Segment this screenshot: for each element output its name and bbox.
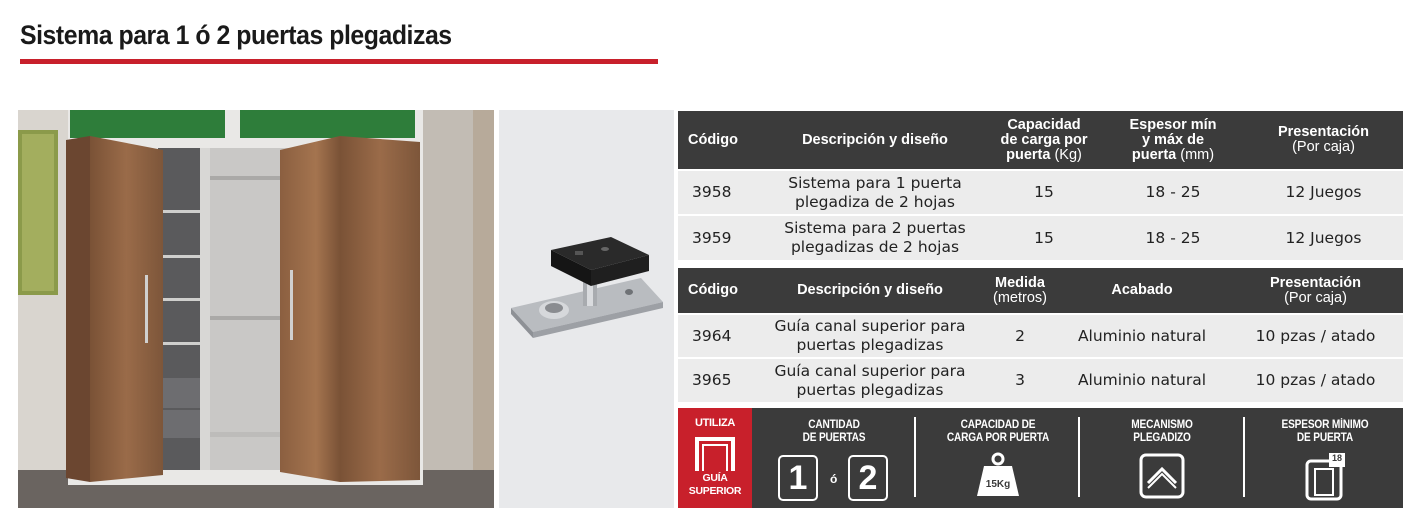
col-codigo: Código <box>678 268 756 314</box>
wardrobe-illustration <box>18 110 494 508</box>
cell-capacidad: 15 <box>986 170 1102 215</box>
divider <box>914 417 916 497</box>
wardrobe-photo <box>18 110 494 508</box>
guia-superior-icon <box>693 433 737 473</box>
espesor-value: 18 <box>1331 453 1342 463</box>
col-espesor-line1: Espesor mín <box>1129 116 1217 133</box>
cell-descripcion <box>764 215 986 260</box>
col-capacidad-line2: de carga por <box>1000 131 1088 148</box>
col-capacidad-line3b: (Kg) <box>1054 146 1082 163</box>
cell-presentacion: 12 Juegos <box>1244 170 1403 215</box>
cantidad-line2: DE PUERTAS <box>802 432 866 444</box>
capacidad-carga-cell <box>918 408 1078 508</box>
folding-mechanism-icon <box>1139 453 1185 499</box>
cell-capacidad: 15 <box>986 215 1102 260</box>
sistema-table <box>678 111 1403 260</box>
product-photo <box>499 110 674 508</box>
cell-descripcion <box>756 314 984 358</box>
guia-table <box>678 268 1403 402</box>
utiliza-guia-panel <box>678 408 752 508</box>
feature-bar <box>678 408 1403 508</box>
col-presentacion-line2: (Por caja) <box>1284 289 1347 306</box>
mecanismo-cell <box>1082 408 1242 508</box>
cell-descripcion-line2: plegadizas de 2 hojas <box>790 238 960 256</box>
cell-acabado: Aluminio natural <box>1056 314 1228 358</box>
table-header-row <box>678 268 1403 314</box>
two-doors-icon: 2 <box>848 455 888 501</box>
col-espesor-line3b: (mm) <box>1180 146 1215 163</box>
cantidad-puertas-cell <box>756 408 912 508</box>
utiliza-label: UTILIZA <box>694 417 736 429</box>
divider <box>1078 417 1080 497</box>
weight-label: 15Kg <box>985 479 1011 490</box>
mecanismo-line2: PLEGADIZO <box>1133 432 1191 444</box>
or-symbol: ó <box>830 472 838 486</box>
cell-codigo: 3965 <box>678 358 756 402</box>
col-medida-line1: Medida <box>995 274 1045 291</box>
col-capacidad-line1: Capacidad <box>1007 116 1081 133</box>
col-capacidad-line3a: puerta <box>1006 146 1051 163</box>
table-row <box>678 215 1403 260</box>
col-descripcion: Descripción y diseño <box>756 268 984 314</box>
cell-codigo: 3958 <box>678 170 764 215</box>
cell-medida: 2 <box>984 314 1056 358</box>
mecanismo-line1: MECANISMO <box>1131 419 1193 431</box>
cell-presentacion: 10 pzas / atado <box>1228 314 1403 358</box>
guia-superior-label <box>678 472 752 498</box>
cantidad-line1: CANTIDAD <box>808 419 860 431</box>
cell-descripcion <box>756 358 984 402</box>
guia-superior-line2: SUPERIOR <box>688 485 742 497</box>
capacidad-line2: CARGA POR PUERTA <box>946 432 1050 444</box>
cell-descripcion-line1: Sistema para 2 puertas <box>784 219 966 237</box>
table-row <box>678 314 1403 358</box>
cell-presentacion: 12 Juegos <box>1244 215 1403 260</box>
divider <box>1243 417 1245 497</box>
cell-descripcion-line1: Guía canal superior para <box>774 361 966 380</box>
col-capacidad <box>986 111 1102 170</box>
col-codigo: Código <box>678 111 764 170</box>
cell-descripcion <box>764 170 986 215</box>
weight-icon <box>976 452 1020 498</box>
col-acabado: Acabado <box>1056 268 1228 314</box>
col-presentacion-line1: Presentación <box>1269 274 1362 291</box>
cell-descripcion-line1: Guía canal superior para <box>774 317 966 335</box>
cell-medida: 3 <box>984 358 1056 402</box>
espesor-line1: ESPESOR MÍNIMO <box>1281 419 1369 431</box>
title-underline <box>20 59 658 64</box>
page-title: Sistema para 1 ó 2 puertas plegadizas <box>20 20 452 50</box>
cell-descripcion-line2: puertas plegadizas <box>796 380 944 399</box>
cell-acabado: Aluminio natural <box>1056 358 1228 402</box>
espesor-line2: DE PUERTA <box>1296 432 1354 444</box>
col-presentacion <box>1244 111 1403 170</box>
cell-espesor: 18 - 25 <box>1102 170 1244 215</box>
cantidad-caption <box>765 419 902 445</box>
cell-codigo: 3959 <box>678 215 764 260</box>
cell-descripcion-line2: puertas plegadizas <box>796 336 944 354</box>
folding-door-pivot-hardware-image <box>499 110 674 508</box>
col-espesor-line3a: puerta <box>1131 146 1177 163</box>
col-presentacion-line2: (Por caja) <box>1292 139 1355 155</box>
cell-espesor: 18 - 25 <box>1102 215 1244 260</box>
cell-descripcion-line2: plegadiza de 2 hojas <box>794 192 955 211</box>
col-medida-line2: (metros) <box>993 289 1047 306</box>
guia-superior-line1: GUÍA <box>702 472 728 484</box>
mecanismo-caption <box>1092 419 1233 445</box>
col-medida <box>984 268 1056 314</box>
col-presentacion-line1: Presentación <box>1277 124 1370 140</box>
espesor-cell <box>1247 408 1403 508</box>
cell-descripcion-line1: Sistema para 1 puerta <box>788 173 962 192</box>
capacidad-caption <box>928 419 1069 445</box>
cell-presentacion: 10 pzas / atado <box>1228 358 1403 402</box>
table-row <box>678 170 1403 215</box>
capacidad-line1: CAPACIDAD DE <box>960 419 1036 431</box>
one-door-icon: 1 <box>778 455 818 501</box>
col-descripcion: Descripción y diseño <box>764 111 986 170</box>
col-espesor <box>1102 111 1244 170</box>
col-presentacion <box>1228 268 1403 314</box>
col-espesor-line2: y máx de <box>1141 131 1205 148</box>
cell-codigo: 3964 <box>678 314 756 358</box>
table-row <box>678 358 1403 402</box>
espesor-caption <box>1256 419 1393 445</box>
table-header-row <box>678 111 1403 170</box>
